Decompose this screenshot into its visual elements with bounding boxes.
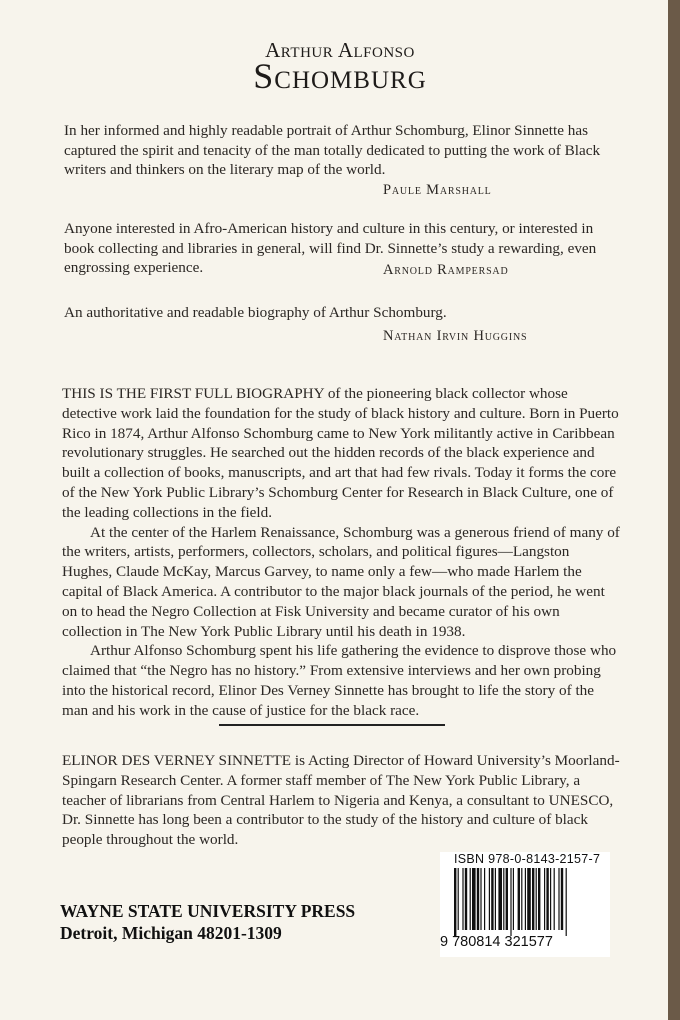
barcode-bar [527,868,531,930]
barcode-bar [536,868,537,930]
barcode-bar [491,868,493,930]
barcode-bar [477,868,479,930]
barcode-bar [462,868,463,930]
barcode-bar [566,868,567,936]
barcode-bar [510,868,511,936]
praise-quote-3 [64,303,620,323]
barcode-bar [550,868,551,930]
description-paragraph-3: Arthur Alfonso Schomburg spent his life gathering the evidence to disprove those who claimed that “the Negro has no history.” From extensive interviews and her own probing into the historical record, Elinor Des Verney Sinnette has brought to life the story of the man and his work in the cause of justice for the black race. [62,642,617,719]
isbn-barcode [440,852,610,957]
barcode-bar [470,868,471,930]
barcode-bar [484,868,485,930]
barcode-bar [506,868,508,930]
quote-text: An authoritative and readable biography of Arthur Schomburg. [64,304,447,321]
barcode-bar [561,868,563,930]
barcode-bar [498,868,502,930]
section-divider [219,724,445,726]
barcode-bar [458,868,459,930]
book-spine-edge [668,0,680,1020]
publisher-block [60,900,355,944]
book-description [62,384,620,721]
barcode-bar [503,868,504,930]
barcode-bar [538,868,540,930]
barcode-bar [554,868,555,930]
description-lead: THIS IS THE FIRST FULL BIOGRAPHY [62,385,325,402]
barcode-bar [532,868,534,930]
barcode-bar [525,868,526,930]
barcode-bar [521,868,522,930]
author-last-name: Schomburg [253,56,427,96]
quote-text: Anyone interested in Afro-American history and culture in this century, or interested in book collecting and libraries in general, will find Dr. Sinnette’s study a rewarding, even engrossing experience. [64,220,597,276]
author-bio: ELINOR DES VERNEY SINNETTE is Acting Director of Howard University’s Moorland-Spingarn Research Center. A former staff member of The New York Public Library, a teacher of librarians from Central Harlem to Nigeria and Kenya, a consultant to UNESCO, Dr. Sinnette has long been a contributor to the study of the history and culture of black people throughout the world. [62,752,620,849]
barcode-bar [495,868,496,930]
barcode-bar [489,868,490,930]
barcode-bar [513,868,514,930]
isbn-label: ISBN 978-0-8143-2157-7 [454,852,601,866]
barcode-bar [546,868,548,930]
barcode-bar [544,868,545,930]
ean-digits: 9 780814 321577 [440,934,553,950]
barcode-bar [518,868,520,930]
barcode-bar [480,868,481,930]
barcode-bars [440,868,610,936]
description-p1-body: of the pioneering black collector whose detective work laid the foundation for the study of black history and culture. Born in Puerto Rico in 1874, Arthur Alfonso Schomburg came to New York militantly active in Caribbean revolutionary struggles. He searched out the hidden records of the black experience and built a collection of books, manuscripts, and art that had few rivals. Today it forms the core of the New York Public Library’s Schomburg Center for Research in Black Culture, one of the leading collections in the field. [62,385,619,521]
description-paragraph-2: At the center of the Harlem Renaissance, Schomburg was a generous friend of many of the writers, artists, performers, collectors, scholars, and political figures—Langston Hughes, Claude McKay, Marcus Garvey, to name only a few—who made Harlem the capital of Black America. A contributor to the major black journals of the period, he went on to head the Negro Collection at Fisk University and became curator of his own collection in The New York Public Library until his death in 1938. [62,523,620,640]
barcode-bar [558,868,559,930]
quote-text: In her informed and highly readable portrait of Arthur Schomburg, Elinor Sinnette has captured the spirit and tenacity of the man totally dedicated to putting the work of Black writers and thinkers on the literary map of the world. [64,122,601,178]
publisher-address: Detroit, Michigan 48201-1309 [60,923,282,943]
description-paragraph-1 [62,384,620,523]
barcode-bar [465,868,467,930]
publisher-name: WAYNE STATE UNIVERSITY PRESS [60,901,356,921]
praise-quote-1 [64,121,620,180]
author-first-name: Arthur Alfonso [265,38,415,62]
barcode-bar [472,868,476,930]
praise-quote-2 [64,219,620,278]
quote-attribution-1: Paule Marshall [383,182,492,198]
barcode-bar [454,868,456,936]
quote-attribution-2: Arnold Rampersad [383,262,509,278]
quote-attribution-3: Nathan Irvin Huggins [383,328,528,344]
